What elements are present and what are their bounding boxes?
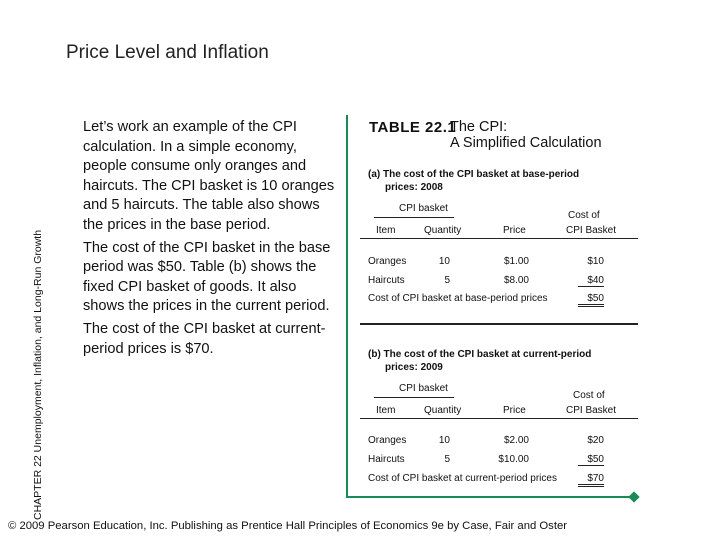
row-price: $2.00 bbox=[503, 435, 529, 446]
body-paragraph-1: Let’s work an example of the CPI calculation. In a simple economy, people consume only oranges and haircuts. The CPI basket is 10 oranges and 5 haircuts. The table also shows the prices in the base period. bbox=[83, 119, 335, 233]
row-cost: $10 bbox=[587, 256, 604, 267]
total-value: $70 bbox=[578, 473, 604, 487]
total-label: Cost of CPI basket at current-period prices bbox=[368, 473, 557, 484]
section-divider bbox=[360, 323, 638, 325]
section-b-title-line-2: prices: 2009 bbox=[385, 362, 443, 373]
section-a-price-header: Price bbox=[503, 225, 526, 236]
table-caption-line-2: A Simplified Calculation bbox=[450, 135, 602, 151]
section-a-title bbox=[368, 168, 579, 194]
body-text bbox=[83, 118, 341, 362]
body-paragraph-2: The cost of the CPI basket in the base period was $50. Table (b) shows the fixed CPI basket of goods. It also shows the prices in the current period. bbox=[83, 239, 331, 315]
row-quantity: 10 bbox=[438, 256, 450, 267]
table-caption-line-1: The CPI: bbox=[450, 119, 508, 135]
section-b-basket-rule bbox=[374, 397, 454, 398]
section-b-title-line-1: (b) The cost of the CPI basket at current-period bbox=[368, 349, 592, 360]
cpi-table-figure bbox=[346, 115, 638, 499]
section-a-item-header: Item bbox=[376, 225, 396, 236]
table-caption bbox=[450, 119, 602, 151]
section-a-cost-header-2: CPI Basket bbox=[566, 225, 617, 236]
total-value: $50 bbox=[578, 293, 604, 307]
figure-bottom-border bbox=[346, 496, 637, 498]
row-cost: $20 bbox=[587, 435, 604, 446]
section-a-quantity-header: Quantity bbox=[424, 225, 462, 236]
section-a-cost-header-1: Cost of bbox=[568, 210, 600, 221]
row-quantity: 5 bbox=[444, 275, 450, 286]
chapter-side-label: CHAPTER 22 Unemployment, Inflation, and Long-Run Growth bbox=[32, 229, 44, 520]
row-cost: $50 bbox=[578, 454, 604, 466]
copyright-footer: © 2009 Pearson Education, Inc. Publishing as Prentice Hall Principles of Economics 9e by Case, Fair and Oster bbox=[8, 520, 568, 532]
section-b-basket-label: CPI basket bbox=[399, 383, 448, 394]
section-b-price-header: Price bbox=[503, 405, 526, 416]
section-b-quantity-header: Quantity bbox=[424, 405, 462, 416]
row-quantity: 10 bbox=[438, 435, 450, 446]
body-paragraph-3: The cost of the CPI basket at current-period prices is $70. bbox=[83, 320, 326, 357]
section-b-title bbox=[368, 348, 591, 374]
slide-title: Price Level and Inflation bbox=[66, 42, 269, 63]
row-quantity: 5 bbox=[444, 454, 450, 465]
row-price: $8.00 bbox=[503, 275, 529, 286]
row-price: $10.00 bbox=[498, 454, 529, 465]
section-a-title-line-2: prices: 2008 bbox=[385, 182, 443, 193]
section-b-cost-header-1: Cost of bbox=[573, 390, 605, 401]
figure-left-border bbox=[346, 115, 348, 498]
section-a-header-rule bbox=[360, 238, 638, 239]
total-label: Cost of CPI basket at base-period prices bbox=[368, 293, 548, 304]
section-a-basket-label: CPI basket bbox=[399, 203, 448, 214]
section-b-item-header: Item bbox=[376, 405, 396, 416]
row-item: Haircuts bbox=[368, 275, 405, 286]
diamond-marker-icon bbox=[628, 491, 639, 502]
row-item: Haircuts bbox=[368, 454, 405, 465]
row-item: Oranges bbox=[368, 435, 407, 446]
section-a-basket-rule bbox=[374, 217, 454, 218]
section-a-title-line-1: (a) The cost of the CPI basket at base-period bbox=[368, 169, 580, 180]
table-number: TABLE 22.1 bbox=[369, 119, 457, 136]
section-b-header-rule bbox=[360, 418, 638, 419]
section-b-cost-header-2: CPI Basket bbox=[566, 405, 617, 416]
row-cost: $40 bbox=[578, 275, 604, 287]
row-item: Oranges bbox=[368, 256, 407, 267]
row-price: $1.00 bbox=[503, 256, 529, 267]
